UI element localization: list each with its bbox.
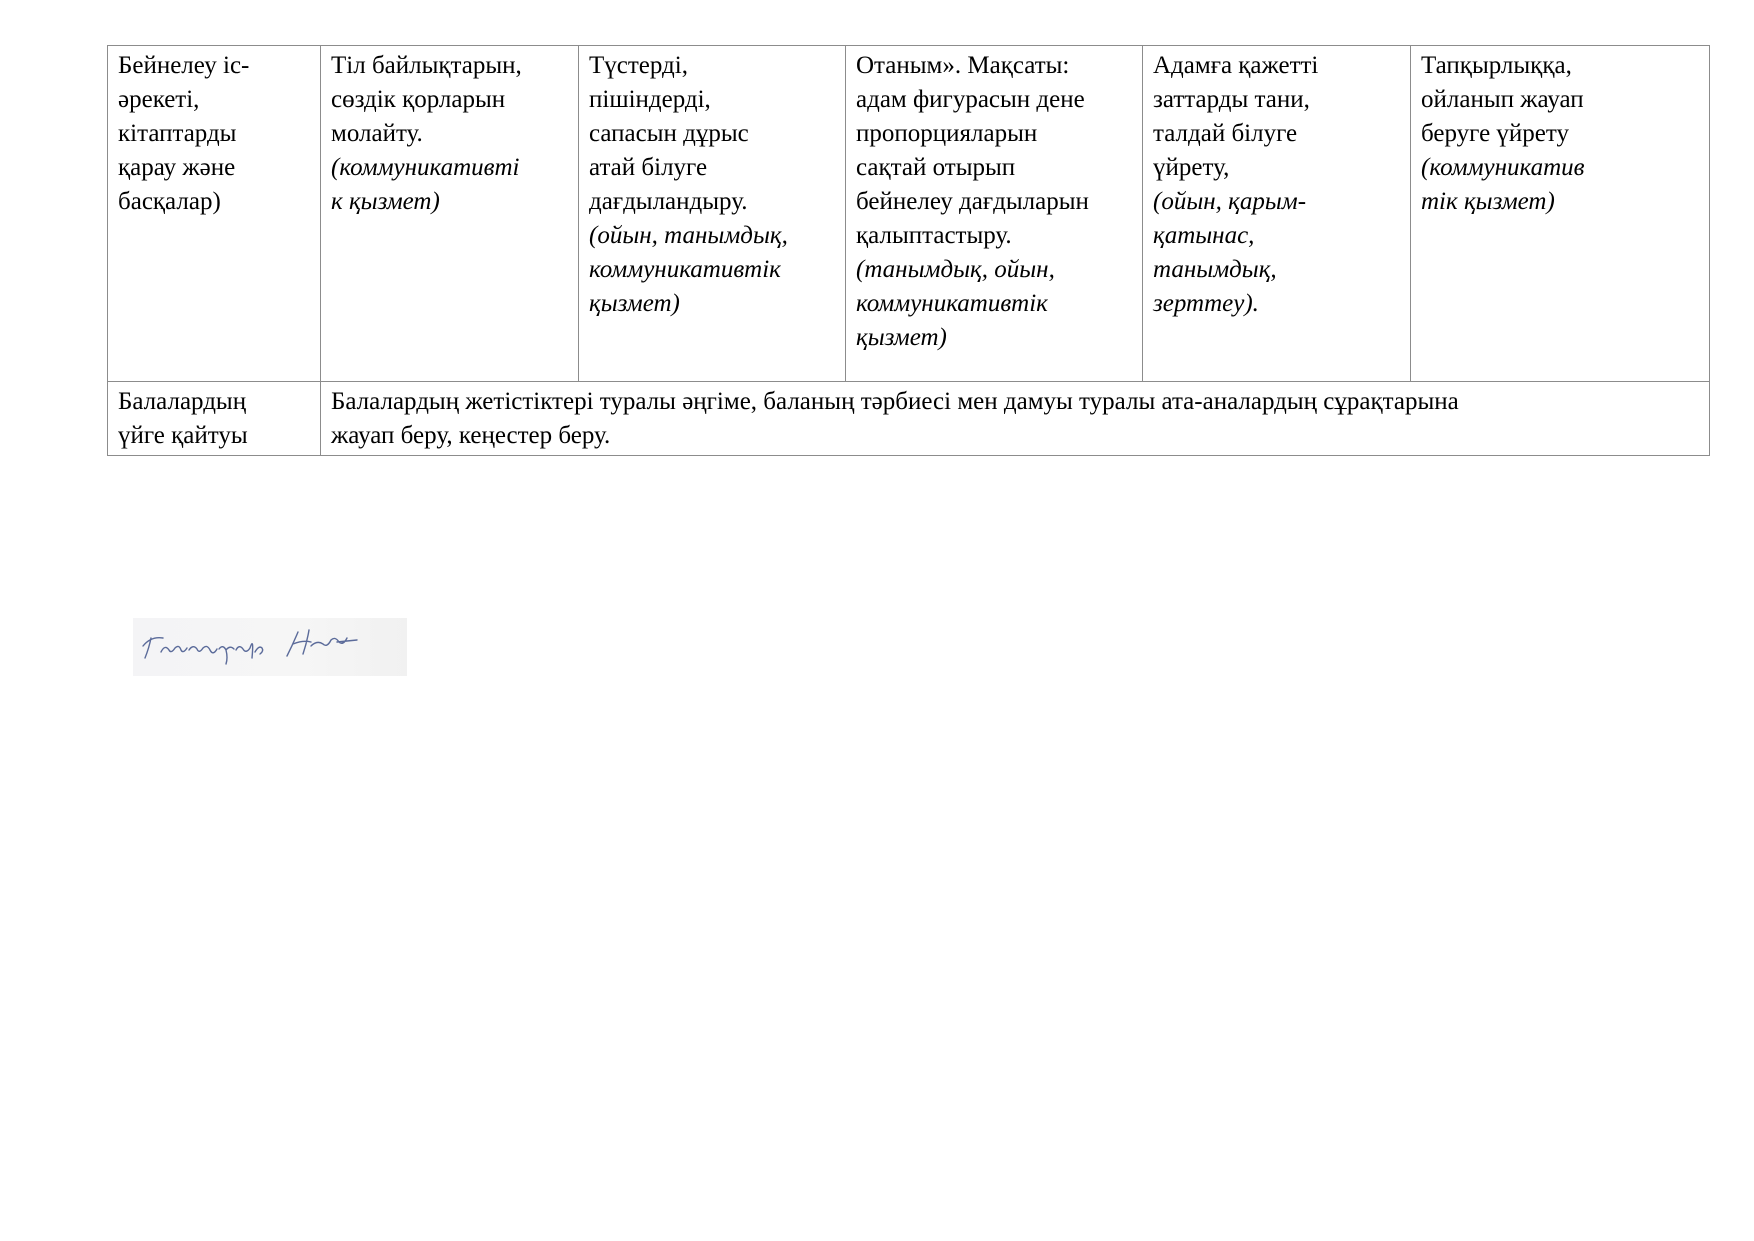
cell-note: (коммуникативті к қызмет) xyxy=(331,154,520,215)
cell-text: Адамға қажетті заттарды тани, талдай білуге үйрету, xyxy=(1153,52,1319,181)
cell-text: Түстерді, пішіндерді, сапасын дұрыс атай білуге дағдыландыру. xyxy=(589,52,749,215)
daily-plan-table xyxy=(107,45,1710,456)
table-row xyxy=(108,382,1710,456)
cell-text: Тапқырлыққа, ойланып жауап беруге үйрету xyxy=(1421,52,1584,147)
cell-text: Отаным». Мақсаты: адам фигурасын дене пропорцияларын сақтай отырып бейнелеу дағдыларын қалыптастыру. xyxy=(856,52,1089,249)
table-cell xyxy=(579,46,846,382)
cell-note: (коммуникатив тік қызмет) xyxy=(1421,154,1585,215)
merged-text-cell: Балалардың жетістіктері туралы әңгіме, баланың тәрбиесі мен дамуы туралы ата-аналардың сұрақтарына жауап беру, кеңестер беру. xyxy=(321,382,1710,456)
signature-ink xyxy=(133,618,407,676)
row-label-cell: Бейнелеу іс- әрекеті, кітаптарды қарау және басқалар) xyxy=(108,46,321,382)
cell-note: (ойын, танымдық, коммуникативтік қызмет) xyxy=(589,222,788,317)
table-cell xyxy=(321,46,579,382)
table-cell xyxy=(1411,46,1710,382)
handwritten-signature xyxy=(133,618,407,676)
row-label-cell: Балалардың үйге қайтуы xyxy=(108,382,321,456)
table-row xyxy=(108,46,1710,382)
cell-note: (ойын, қарым- қатынас, танымдық, зерттеу). xyxy=(1153,188,1307,317)
cell-note: (танымдық, ойын, коммуникативтік қызмет) xyxy=(856,256,1055,351)
table-cell xyxy=(1143,46,1411,382)
table-cell xyxy=(846,46,1143,382)
cell-text: Тіл байлықтарын, сөздік қорларын молайту. xyxy=(331,52,522,147)
